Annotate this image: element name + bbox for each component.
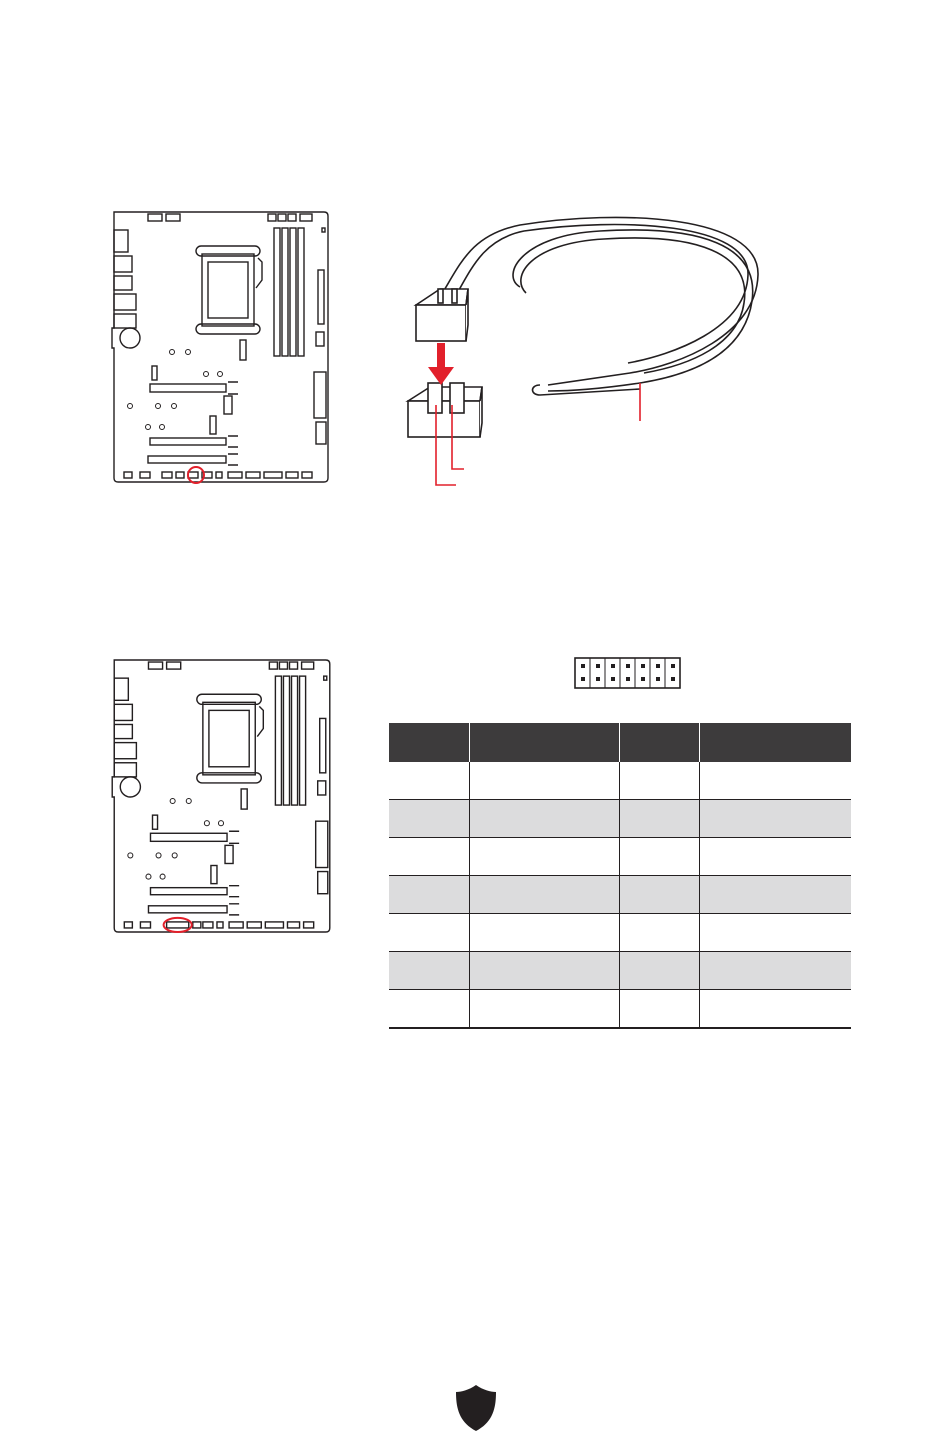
pin-header-diagram	[574, 657, 682, 689]
table-cell	[389, 990, 469, 1029]
table-cell	[469, 914, 619, 952]
header-pin	[656, 677, 660, 681]
table-cell	[619, 876, 699, 914]
table-cell	[389, 952, 469, 990]
header-pin	[641, 664, 645, 668]
table-row	[389, 838, 851, 876]
table-cell	[699, 952, 851, 990]
table-row	[389, 762, 851, 800]
table-cell	[699, 838, 851, 876]
header-pin	[671, 664, 675, 668]
header-pin	[656, 664, 660, 668]
red-down-arrow-icon	[437, 343, 445, 369]
header-pin	[611, 664, 615, 668]
pin-definition-table	[389, 723, 851, 1029]
table-row	[389, 990, 851, 1029]
table-cell	[619, 914, 699, 952]
table-cell	[619, 800, 699, 838]
thermistor-cable-diagram	[400, 205, 780, 495]
table-cell	[389, 838, 469, 876]
header-pin	[611, 677, 615, 681]
header-pin	[641, 677, 645, 681]
table-row	[389, 800, 851, 838]
table-cell	[619, 952, 699, 990]
table-header-row	[389, 723, 851, 762]
table-header-signal-b	[699, 723, 851, 762]
table-cell	[389, 914, 469, 952]
table-cell	[469, 952, 619, 990]
footer-logo	[455, 1384, 497, 1432]
table-cell	[699, 914, 851, 952]
table-row	[389, 914, 851, 952]
header-pin	[581, 664, 585, 668]
table-cell	[619, 762, 699, 800]
table-header-pin-a	[389, 723, 469, 762]
motherboard-outline-icon	[110, 210, 330, 484]
table-cell	[469, 838, 619, 876]
header-pin	[596, 677, 600, 681]
table-header-signal-a	[469, 723, 619, 762]
header-pin	[671, 677, 675, 681]
table-row	[389, 876, 851, 914]
table-header-pin-b	[619, 723, 699, 762]
table-row	[389, 952, 851, 990]
table-cell	[469, 990, 619, 1029]
table-cell	[469, 762, 619, 800]
table-cell	[619, 838, 699, 876]
table-cell	[469, 800, 619, 838]
header-pin	[581, 677, 585, 681]
motherboard-outline-icon	[110, 658, 332, 934]
motherboard-diagram-top	[110, 210, 330, 484]
table-cell	[699, 990, 851, 1029]
14-pin-header-icon	[574, 657, 682, 689]
shield-logo-icon	[455, 1384, 497, 1432]
table-cell	[469, 876, 619, 914]
thermistor-cable-icon	[400, 205, 780, 495]
header-pin	[596, 664, 600, 668]
header-pin	[626, 664, 630, 668]
table-cell	[619, 990, 699, 1029]
motherboard-diagram-bottom	[110, 658, 332, 934]
table-cell	[699, 762, 851, 800]
red-ellipse-marker	[164, 918, 192, 932]
header-pin	[626, 677, 630, 681]
table-cell	[389, 800, 469, 838]
table-cell	[389, 876, 469, 914]
table-cell	[389, 762, 469, 800]
table-cell	[699, 800, 851, 838]
table-cell	[699, 876, 851, 914]
